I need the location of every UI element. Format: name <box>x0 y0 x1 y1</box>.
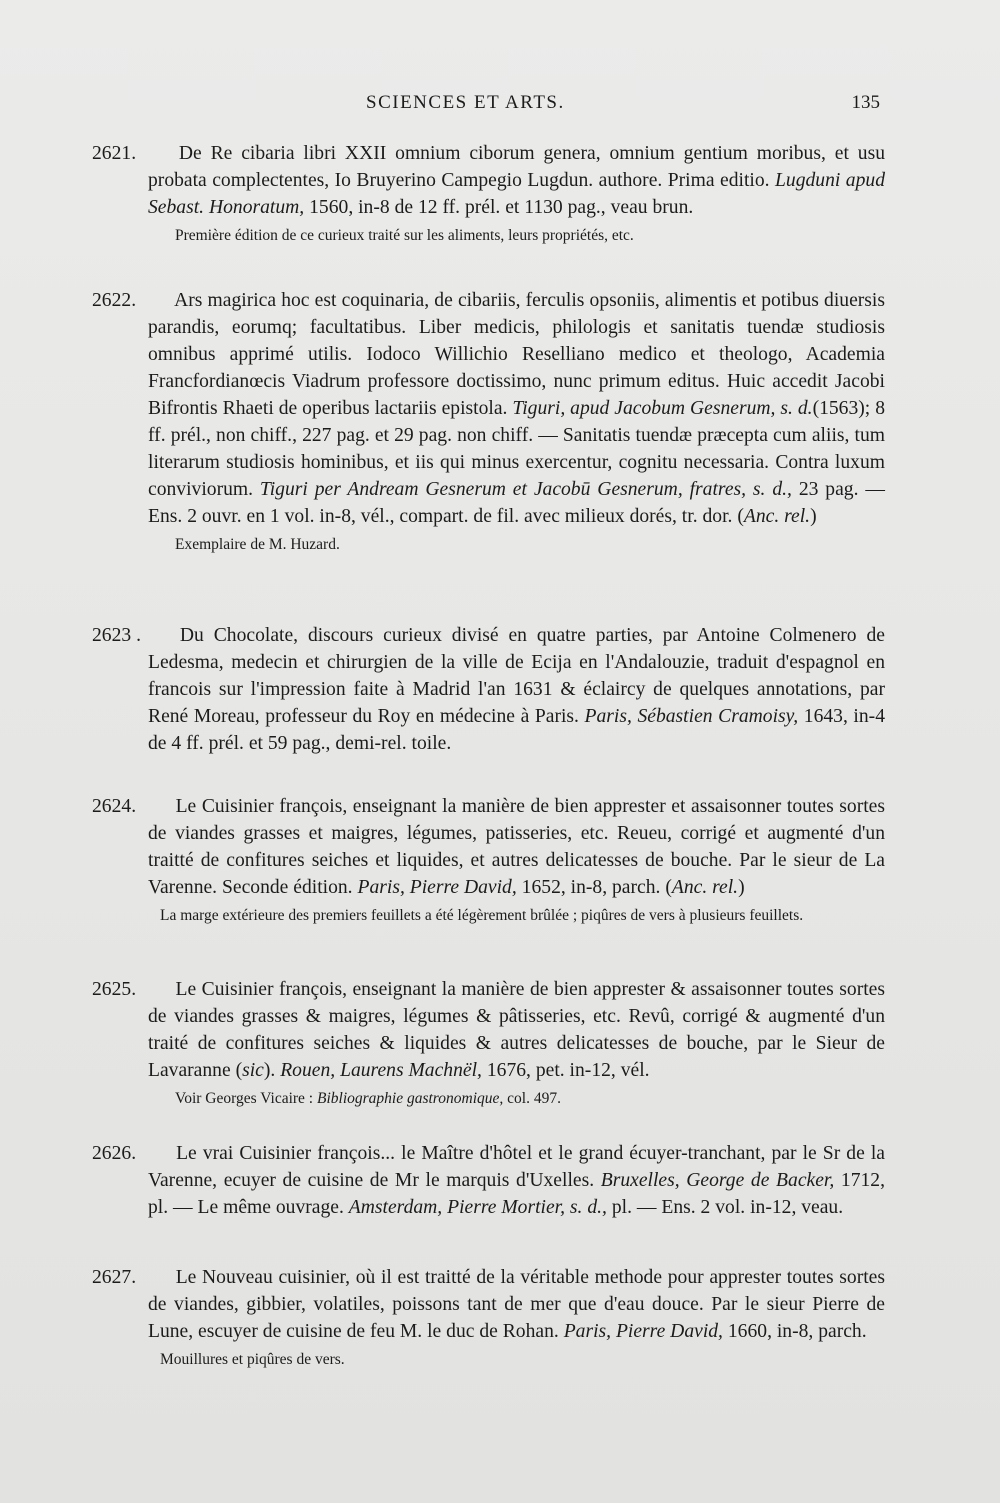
catalog-entry-2625 <box>92 976 885 1110</box>
entry-imprint-2: Tiguri per Andream Gesnerum et Jacobū Gesnerum, fratres, s. d., <box>259 479 792 500</box>
entry-collation: 1676, pet. in-12, vél. <box>486 1060 650 1081</box>
entry-note <box>120 1087 885 1110</box>
page-number: 135 <box>851 92 880 113</box>
catalog-entry-2621 <box>92 140 885 247</box>
entry-sic: sic <box>242 1060 264 1081</box>
entry-title: Le vrai Cuisinier françois... le Maître d'hôtel et le grand écuyer-tranchant, par le Sr de la Varenne, ecuyer de cuisine de Mr le marquis d'Uxelles. <box>148 1143 886 1191</box>
entry-binding: Anc. rel. <box>743 506 811 527</box>
entry-body <box>92 976 885 1084</box>
entry-title: Ars magirica hoc est coquinaria, de cibariis, ferculis opsoniis, alimentis et potibus diuersis parandis, eorumq; facultatibus. Liber medicis, philologis et sanitatis tuendæ studiosis omnibus apprimé utilis. Iodoco Willichio Reselliano medico et theologo, Academia Francfordianœcis Viadrum professore doctissimo, nunc primum editus. Huic accedit Jacobi Bifrontis Rhaeti de operibus lactariis epistola. <box>148 290 885 419</box>
catalog-entry-2623 <box>92 622 885 757</box>
entry-imprint: Paris, Sébastien Cramoisy, <box>584 706 799 727</box>
entry-collation: 1643, in-4 de 4 ff. prél. et 59 pag., demi-rel. toile. <box>148 706 885 754</box>
entry-note: Mouillures et piqûres de vers. <box>160 1351 345 1368</box>
entry-title: Du Chocolate, discours curieux divisé en quatre parties, par Antoine Colmenero de Ledesma, medecin et chirurgien de la ville de Ecija en l'Andalouzie, traduit d'espagnol en francois sur l'impression faite à Madrid l'an 1631 & éclaircy de quelques annotations, par René Moreau, professeur du Roy en médecine à Paris. <box>148 625 885 727</box>
entry-sic-close: ). <box>263 1060 276 1081</box>
entry-imprint: Lugduni apud Sebast. Honoratum, <box>148 170 885 218</box>
entry-body <box>92 140 885 221</box>
entry-collation: (1563); 8 ff. prél., non chiff., 227 pag. et 29 pag. non chiff. — Sanitatis tuendæ præcepta cum aliis, tum literarum studiosis hominibus, et iis qui minus exercentur, cognitu necessaria. Contra luxum conviviorum. <box>148 398 885 500</box>
entry-binding: Anc. rel. <box>671 877 739 898</box>
entry-imprint: Bruxelles, George de Backer, <box>600 1170 835 1191</box>
entry-collation: 1712, pl. — Le même ouvrage. <box>148 1170 885 1218</box>
entry-number: 2625. <box>92 979 137 1000</box>
entry-number: 2627. <box>92 1267 137 1288</box>
entry-number: 2624. <box>92 796 137 817</box>
entry-body <box>92 1264 885 1345</box>
catalog-entry-2624 <box>92 793 885 927</box>
entry-collation-2: pl. — Ens. 2 vol. in-12, veau. <box>611 1197 844 1218</box>
entry-title: Le Nouveau cuisinier, où il est traitté de la véritable methode pour apprester toutes sortes de viandes, gibbier, volatiles, poissons tant de mer que d'eau douce. Par le sieur Pierre de Lune, escuyer de cuisine de feu M. le duc de Rohan. <box>148 1267 885 1342</box>
note-reference-title: Bibliographie gastronomique, <box>316 1090 504 1107</box>
entry-body <box>92 287 885 530</box>
entry-binding-close: ) <box>738 877 745 898</box>
entry-imprint: Paris, Pierre David, <box>563 1321 723 1342</box>
entry-number: 2622. <box>92 290 137 311</box>
entry-binding-close: ) <box>810 506 817 527</box>
entry-collation: 1560, in-8 de 12 ff. prél. et 1130 pag., veau brun. <box>309 197 694 218</box>
entry-title: Le Cuisinier françois, enseignant la manière de bien apprester et assaisonner toutes sortes de viandes grasses et maigres, légumes, patisseries, etc. Reueu, corrigé et augmenté d'un traitté de confitures seiches et liquides, et autres delicatesses de bouche. Par le sieur de La Varenne. Seconde édition. <box>148 796 885 898</box>
entry-number: 2621. <box>92 143 137 164</box>
entry-note: La marge extérieure des premiers feuillets a été légèrement brûlée ; piqûres de vers à plusieurs feuillets. <box>160 907 804 924</box>
entry-imprint: Tiguri, apud Jacobum Gesnerum, s. d. <box>512 398 813 419</box>
entry-number: 2623 . <box>92 625 141 646</box>
entry-body <box>92 1140 886 1221</box>
entry-collation: 1652, in-8, parch. ( <box>521 877 672 898</box>
entry-title: De Re cibaria libri XXII omnium ciborum genera, omnium gentium moribus, et usu probata complectentes, Io Bruyerino Campegio Lugdun. authore. Prima editio. <box>148 143 885 191</box>
entry-collation: 1660, in-8, parch. <box>727 1321 867 1342</box>
entry-note: Exemplaire de M. Huzard. <box>175 536 340 553</box>
catalog-entry-2622 <box>92 287 885 556</box>
note-reference-page: col. 497. <box>507 1090 561 1107</box>
entry-note: Première édition de ce curieux traité sur les aliments, leurs propriétés, etc. <box>175 227 634 244</box>
entry-body <box>92 622 885 757</box>
catalog-entry-2627 <box>92 1264 885 1371</box>
running-title: SCIENCES ET ARTS. <box>366 92 565 113</box>
catalog-entry-2626 <box>92 1140 886 1221</box>
entry-title: Le Cuisinier françois, enseignant la manière de bien apprester & assaisonner toutes sortes de viandes grasses & maigres, légumes & pâtisseries, etc. Revû, corrigé & augmenté d'un traité de confitures seiches & liquides & autres delicatesses de bouche, par le Sieur de Lavaranne ( <box>148 979 885 1081</box>
entry-body <box>92 793 885 901</box>
entry-collation-2: 23 pag. — Ens. 2 ouvr. en 1 vol. in-8, vél., compart. de fil. avec milieux dorés, tr. dor. ( <box>148 479 885 527</box>
page-header <box>150 92 880 122</box>
entry-imprint: Rouen, Laurens Machnël, <box>280 1060 482 1081</box>
entry-imprint: Paris, Pierre David, <box>357 877 517 898</box>
entry-number: 2626. <box>92 1143 137 1164</box>
entry-imprint-2: Amsterdam, Pierre Mortier, s. d., <box>348 1197 607 1218</box>
note-prefix: Voir Georges Vicaire : <box>175 1090 314 1107</box>
